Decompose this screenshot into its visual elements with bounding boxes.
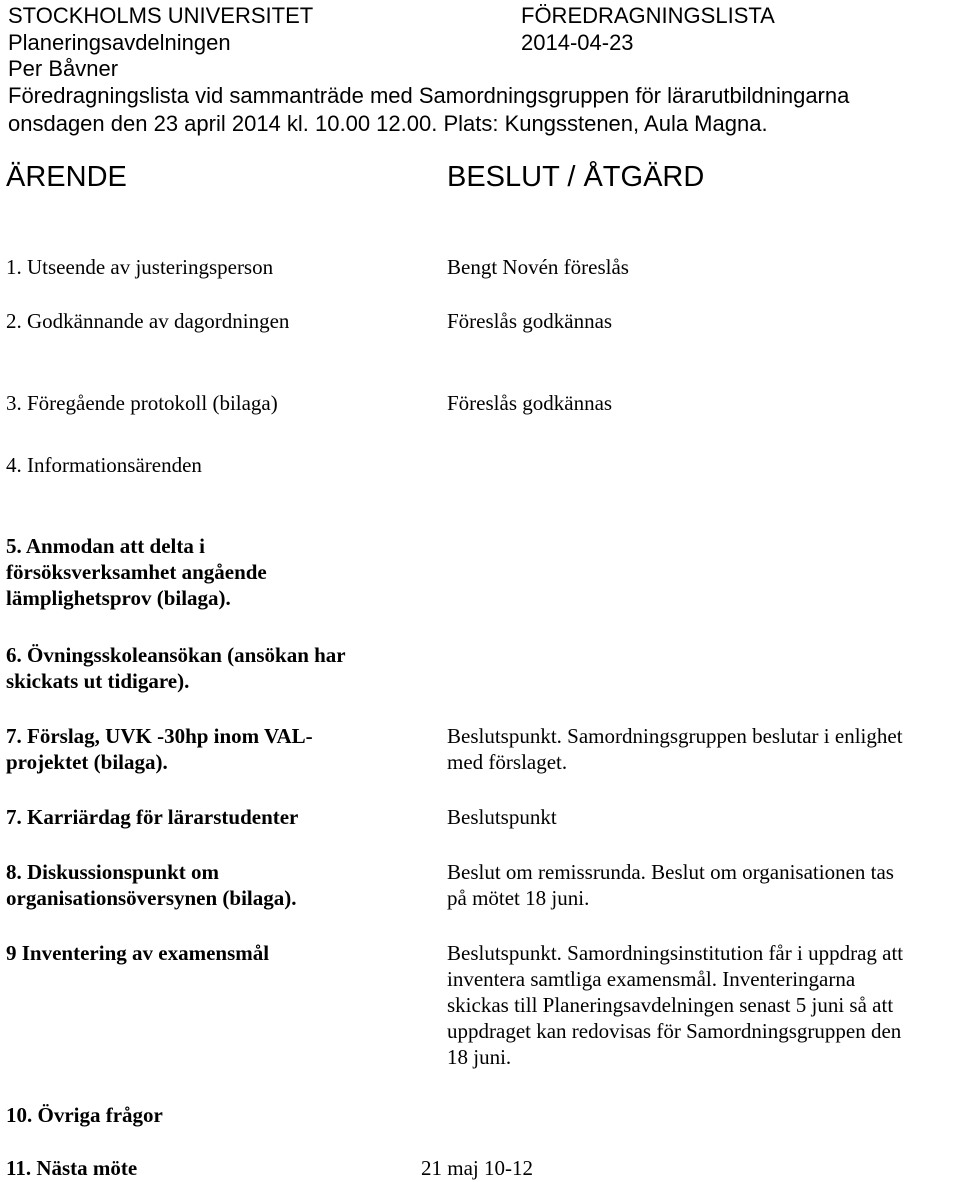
document-date: 2014-04-23 xyxy=(521,30,634,55)
agenda-item-5-line-3: lämplighetsprov (bilaga). xyxy=(6,586,231,610)
agenda-item-8-line-2: organisationsöversynen (bilaga). xyxy=(6,886,297,910)
meeting-details: onsdagen den 23 april 2014 kl. 10.00 12.00. Plats: Kungsstenen, Aula Magna. xyxy=(8,111,768,136)
decision-item-8-line-1: Beslut om remissrunda. Beslut om organisationen tas xyxy=(447,860,894,884)
decision-item-11: 21 maj 10-12 xyxy=(421,1156,533,1180)
author: Per Båvner xyxy=(8,56,119,81)
decision-item-2: Föreslås godkännas xyxy=(447,309,613,333)
agenda-item-7b: 7. Karriärdag för lärarstudenter xyxy=(6,805,299,829)
decision-item-9-line-1: Beslutspunkt. Samordningsinstitution får i uppdrag att xyxy=(447,941,904,965)
column-heading-matter: ÄRENDE xyxy=(6,161,127,193)
agenda-item-11: 11. Nästa möte xyxy=(6,1156,138,1180)
document-type: FÖREDRAGNINGSLISTA xyxy=(521,3,775,28)
agenda-item-10: 10. Övriga frågor xyxy=(6,1103,163,1127)
department: Planeringsavdelningen xyxy=(8,30,231,55)
document-title: Föredragningslista vid sammanträde med Samordningsgruppen för lärarutbildningarna xyxy=(8,83,850,108)
column-heading-decision: BESLUT / ÅTGÄRD xyxy=(447,161,705,193)
decision-item-1: Bengt Novén föreslås xyxy=(447,255,629,279)
agenda-item-8 xyxy=(6,859,297,911)
agenda-item-8-line-1: 8. Diskussionspunkt om xyxy=(6,860,220,884)
agenda-item-2: 2. Godkännande av dagordningen xyxy=(6,309,290,333)
decision-item-8 xyxy=(447,859,894,911)
agenda-item-7a-line-1: 7. Förslag, UVK -30hp inom VAL- xyxy=(6,724,313,748)
decision-item-7a-line-2: med förslaget. xyxy=(447,750,568,774)
agenda-item-3: 3. Föregående protokoll (bilaga) xyxy=(6,391,278,415)
agenda-item-6-line-2: skickats ut tidigare). xyxy=(6,669,190,693)
agenda-item-5-line-1: 5. Anmodan att delta i xyxy=(6,534,205,558)
decision-item-7a-line-1: Beslutspunkt. Samordningsgruppen beslutar i enlighet xyxy=(447,724,903,748)
agenda-item-6 xyxy=(6,642,346,694)
decision-item-9-line-4: uppdraget kan redovisas för Samordningsgruppen den xyxy=(447,1019,902,1043)
agenda-item-4: 4. Informationsärenden xyxy=(6,453,202,477)
decision-item-3: Föreslås godkännas xyxy=(447,391,613,415)
decision-item-7a xyxy=(447,723,903,775)
agenda-item-9: 9 Inventering av examensmål xyxy=(6,941,270,965)
agenda-item-7a xyxy=(6,723,313,775)
agenda-item-5-line-2: försöksverksamhet angående xyxy=(6,560,267,584)
agenda-item-5 xyxy=(6,533,267,611)
decision-item-9-line-5: 18 juni. xyxy=(447,1045,512,1069)
university-name: STOCKHOLMS UNIVERSITET xyxy=(8,3,314,28)
decision-item-7b: Beslutspunkt xyxy=(447,805,557,829)
decision-item-9 xyxy=(447,940,903,1070)
agenda-item-6-line-1: 6. Övningsskoleansökan (ansökan har xyxy=(6,643,346,667)
agenda-item-7a-line-2: projektet (bilaga). xyxy=(6,750,168,774)
decision-item-8-line-2: på mötet 18 juni. xyxy=(447,886,590,910)
decision-item-9-line-3: skickas till Planeringsavdelningen senast 5 juni så att xyxy=(447,993,894,1017)
decision-item-9-line-2: inventera samtliga examensmål. Inventeringarna xyxy=(447,967,856,991)
agenda-item-1: 1. Utseende av justeringsperson xyxy=(6,255,274,279)
